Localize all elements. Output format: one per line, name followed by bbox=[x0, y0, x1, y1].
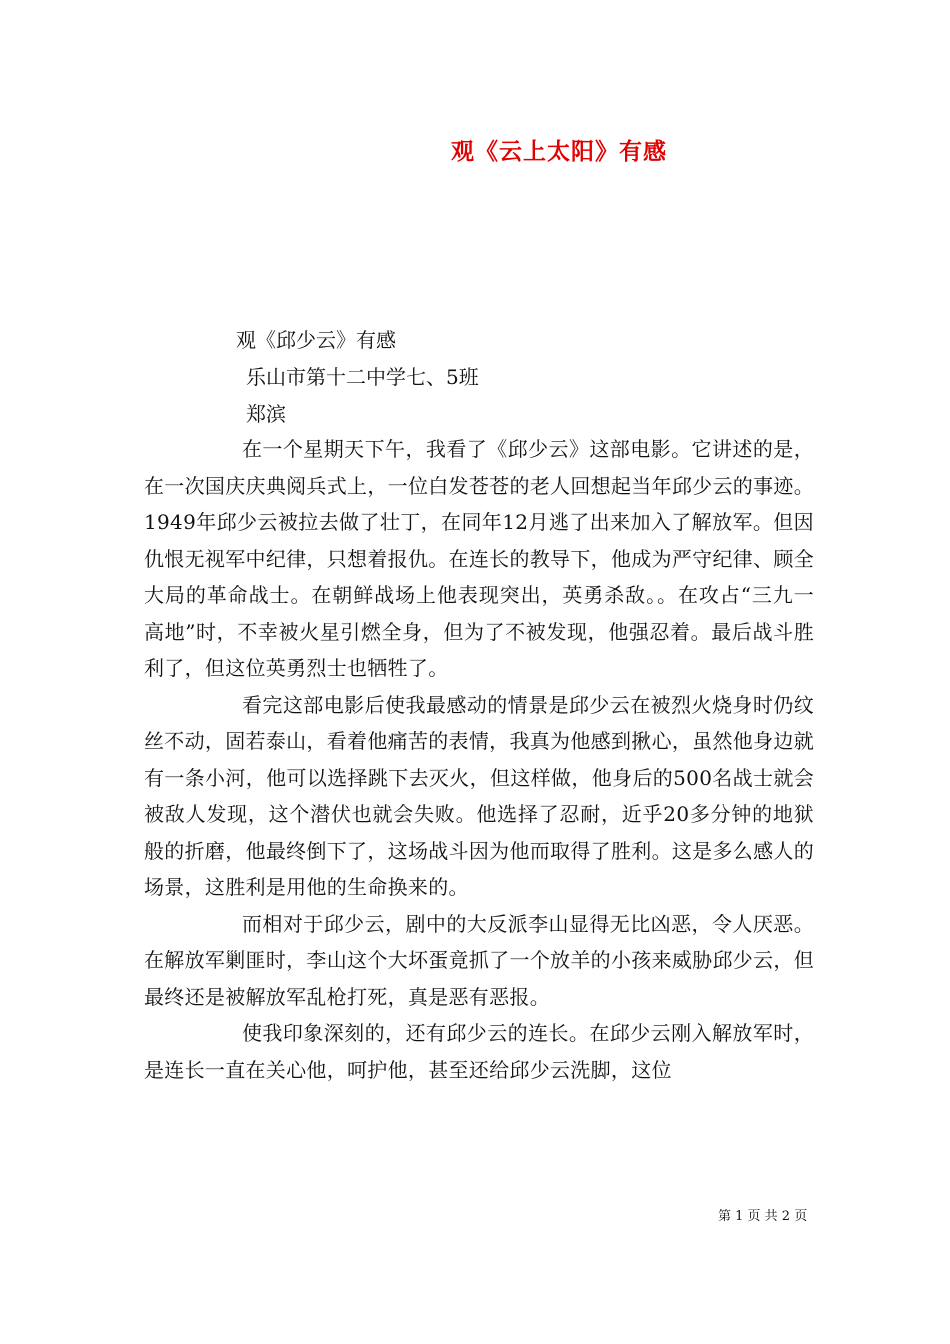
document-title: 观《云上太阳》有感 bbox=[451, 138, 667, 165]
article-body bbox=[144, 431, 814, 1088]
paragraph: 而相对于邱少云，剧中的大反派李山显得无比凶恶，令人厌恶。在解放军剿匪时，李山这个大坏蛋竟抓了一个放羊的小孩来威胁邱少云，但最终还是被解放军乱枪打死，真是恶有恶报。 bbox=[144, 911, 814, 1009]
paragraph: 看完这部电影后使我最感动的情景是邱少云在被烈火烧身时仍纹丝不动，固若泰山，看着他痛苦的表情，我真为他感到揪心，虽然他身边就有一条小河，他可以选择跳下去灭火，但这样做，他身后的500名战士就会被敌人发现，这个潜伏也就会失败。他选择了忍耐，近乎20多分钟的地狱般的折磨，他最终倒下了，这场战斗因为他而取得了胜利。这是多么感人的场景，这胜利是用他的生命换来的。 bbox=[144, 692, 814, 899]
article-subtitle: 观《邱少云》有感 bbox=[236, 328, 396, 352]
page-number: 第 1 页 共 2 页 bbox=[718, 1209, 808, 1224]
paragraph: 在一个星期天下午，我看了《邱少云》这部电影。它讲述的是，在一次国庆庆典阅兵式上，一位白发苍苍的老人回想起当年邱少云的事迹。1949年邱少云被拉去做了壮丁，在同年12月逃了出来加入了解放军。但因仇恨无视军中纪律，只想着报仇。在连长的教导下，他成为严守纪律、顾全大局的革命战士。在朝鲜战场上他表现突出，英勇杀敌。。在攻占“三九一高地”时，不幸被火星引燃全身，但为了不被发现，他强忍着。最后战斗胜利了，但这位英勇烈士也牺牲了。 bbox=[144, 437, 814, 680]
author-school: 乐山市第十二中学七、5班 bbox=[246, 365, 479, 389]
author-name: 郑滨 bbox=[246, 402, 286, 426]
paragraph: 使我印象深刻的，还有邱少云的连长。在邱少云刚入解放军时，是连长一直在关心他，呵护他，甚至还给邱少云洗脚，这位 bbox=[144, 1021, 814, 1082]
